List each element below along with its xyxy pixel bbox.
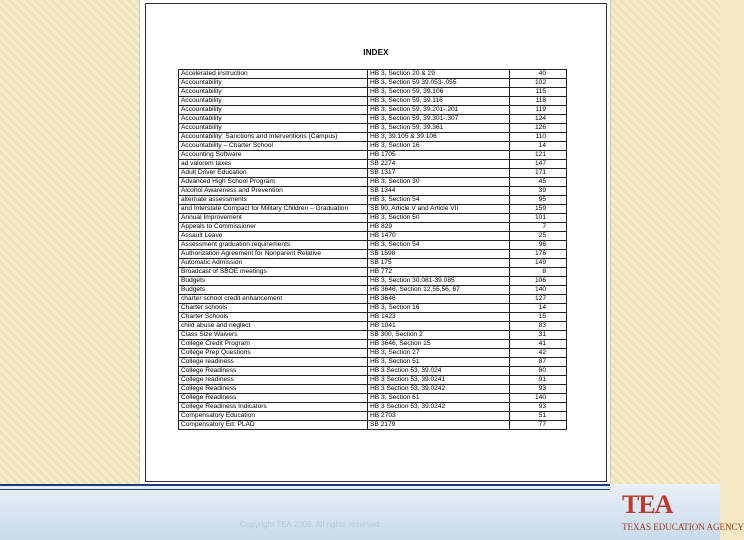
copyright-text: Copyright TEA 2009. All rights reserved. (240, 520, 382, 529)
index-topic-cell: College Readiness (179, 385, 368, 394)
index-source-cell: HB 3, Section 54 (368, 196, 510, 205)
table-row (179, 259, 567, 268)
index-source-cell: HB 3, Section 59 39.053-.055 (368, 79, 510, 88)
index-page-cell: 119 (510, 106, 567, 115)
index-page-cell: 80 (510, 367, 567, 376)
table-row (179, 187, 567, 196)
table-row (179, 250, 567, 259)
index-topic-cell: College Readiness Indicators (179, 403, 368, 412)
index-page-cell: 95 (510, 196, 567, 205)
index-page-cell: 39 (510, 187, 567, 196)
index-topic-cell: Accountability (179, 97, 368, 106)
index-page-cell: 87 (510, 358, 567, 367)
index-source-cell: SB 1344 (368, 187, 510, 196)
index-source-cell: HB 3, Section 59, 39.301-.307 (368, 115, 510, 124)
index-source-cell: HB 3, Section 30 (368, 178, 510, 187)
index-source-cell: HB 3 Section 53, 39.024 (368, 367, 510, 376)
index-source-cell: HB 3646, Section 15 (368, 340, 510, 349)
index-topic-cell: and Interstate Compact for Military Children – Graduation (179, 205, 368, 214)
index-topic-cell: Accelerated instruction (179, 70, 368, 79)
index-page-cell: 51 (510, 412, 567, 421)
index-source-cell: HB 3, Section 59, 39.201-.201 (368, 106, 510, 115)
index-topic-cell: Charter Schools (179, 313, 368, 322)
table-row (179, 79, 567, 88)
table-row (179, 88, 567, 97)
index-topic-cell: Compensatory Ed: PLAD (179, 421, 368, 430)
index-page-cell: 42 (510, 349, 567, 358)
index-page-cell: 14 (510, 142, 567, 151)
index-source-cell: SB 300, Section 2 (368, 331, 510, 340)
index-source-cell: SB 175 (368, 259, 510, 268)
index-topic-cell: Accountability (179, 115, 368, 124)
index-source-cell: HB 3, Section 59, 39.116 (368, 97, 510, 106)
logo-mark: TEA (622, 490, 673, 519)
table-row (179, 376, 567, 385)
table-row (179, 358, 567, 367)
table-row (179, 160, 567, 169)
index-topic-cell: Budgets (179, 286, 368, 295)
index-topic-cell: Assessment graduation requirements (179, 241, 368, 250)
index-source-cell: HB 3, Section 59, 39.106 (368, 88, 510, 97)
document-title: INDEX (363, 48, 389, 57)
index-topic-cell: Advanced High School Program (179, 178, 368, 187)
table-row (179, 196, 567, 205)
table-row (179, 142, 567, 151)
table-row (179, 205, 567, 214)
index-topic-cell: Budgets (179, 277, 368, 286)
index-source-cell: HB 2703 (368, 412, 510, 421)
index-topic-cell: alternate assessments (179, 196, 368, 205)
index-source-cell: HB 3, Section 30.081-39.085 (368, 277, 510, 286)
table-row (179, 304, 567, 313)
table-row (179, 295, 567, 304)
index-source-cell: HB 3, Section 61 (368, 394, 510, 403)
index-page-cell: 176 (510, 250, 567, 259)
index-topic-cell: Adult Driver Education (179, 169, 368, 178)
table-row (179, 331, 567, 340)
index-page-cell: 127 (510, 295, 567, 304)
index-source-cell: HB 3, 39.105 & 39.106 (368, 133, 510, 142)
table-row (179, 178, 567, 187)
index-topic-cell: Broadcast of SBOE meetings (179, 268, 368, 277)
index-source-cell: HB 3, Section 20 & 29 (368, 70, 510, 79)
table-row (179, 169, 567, 178)
index-topic-cell: Accountability (179, 79, 368, 88)
table-row (179, 241, 567, 250)
table-row (179, 151, 567, 160)
table-row (179, 394, 567, 403)
index-page-cell: 149 (510, 259, 567, 268)
table-row (179, 340, 567, 349)
index-topic-cell: Accountability (179, 124, 368, 133)
footer-bar (0, 484, 720, 540)
index-source-cell: SB 2179 (368, 421, 510, 430)
table-row (179, 106, 567, 115)
index-topic-cell: Authorization Agreement for Nonparent Relative (179, 250, 368, 259)
index-page-cell: 91 (510, 376, 567, 385)
index-source-cell: HB 829 (368, 223, 510, 232)
index-topic-cell: Assault Leave (179, 232, 368, 241)
table-row (179, 367, 567, 376)
table-row (179, 313, 567, 322)
index-source-cell: HB 1423 (368, 313, 510, 322)
index-source-cell: HB 3, Section 16 (368, 142, 510, 151)
table-row (179, 214, 567, 223)
index-page-cell: 8 (510, 268, 567, 277)
index-topic-cell: Accountability – Charter School (179, 142, 368, 151)
index-page-cell: 83 (510, 322, 567, 331)
table-row (179, 322, 567, 331)
index-source-cell: HB 3646 (368, 295, 510, 304)
index-topic-cell: College Readiness (179, 394, 368, 403)
index-topic-cell: Accountability: Sanctions and Interventions (Campus) (179, 133, 368, 142)
index-topic-cell: College Credit Program (179, 340, 368, 349)
index-page-cell: 140 (510, 394, 567, 403)
index-page-cell: 40 (510, 70, 567, 79)
index-topic-cell: College readiness (179, 358, 368, 367)
index-page-cell: 14 (510, 304, 567, 313)
index-page-cell: 15 (510, 313, 567, 322)
index-page-cell: 101 (510, 214, 567, 223)
index-source-cell: HB 3, Section 51 (368, 358, 510, 367)
index-page-cell: 41 (510, 340, 567, 349)
footer-rule (0, 484, 610, 486)
index-page-cell: 102 (510, 79, 567, 88)
index-topic-cell: Class Size Waivers (179, 331, 368, 340)
index-source-cell: HB 3, Section 54 (368, 241, 510, 250)
index-page-cell: 118 (510, 97, 567, 106)
index-source-cell: HB 3 Section 53, 39.0241 (368, 376, 510, 385)
index-source-cell: HB 1705 (368, 151, 510, 160)
index-source-cell: SB 2274 (368, 160, 510, 169)
index-page-cell: 45 (510, 178, 567, 187)
index-source-cell: HB 3, Section 27 (368, 349, 510, 358)
index-page-cell: 140 (510, 286, 567, 295)
table-row (179, 349, 567, 358)
index-table-body (179, 70, 567, 430)
table-row (179, 133, 567, 142)
index-topic-cell: Appeals to Commissioner (179, 223, 368, 232)
index-topic-cell: child abuse and neglect (179, 322, 368, 331)
index-source-cell: SB 1317 (368, 169, 510, 178)
index-page-cell: 124 (510, 115, 567, 124)
table-row (179, 232, 567, 241)
index-topic-cell: ad valorem taxes (179, 160, 368, 169)
index-topic-cell: Compensatory Education (179, 412, 368, 421)
index-source-cell: HB 3 Section 53, 39.0242 (368, 385, 510, 394)
footer-rule-thin (0, 489, 610, 490)
index-page-cell: 110 (510, 133, 567, 142)
index-page-cell: 7 (510, 223, 567, 232)
index-page-cell: 93 (510, 403, 567, 412)
table-row (179, 286, 567, 295)
index-source-cell: HB 3, Section 16 (368, 304, 510, 313)
table-row (179, 268, 567, 277)
index-page-cell: 171 (510, 169, 567, 178)
table-row (179, 97, 567, 106)
index-page-cell: 115 (510, 88, 567, 97)
index-page-cell: 96 (510, 241, 567, 250)
index-topic-cell: Charter schools (179, 304, 368, 313)
index-page-cell: 93 (510, 385, 567, 394)
index-page-cell: 25 (510, 232, 567, 241)
index-topic-cell: Accountability (179, 88, 368, 97)
index-source-cell: SB 1598 (368, 250, 510, 259)
index-page-cell: 77 (510, 421, 567, 430)
table-row (179, 277, 567, 286)
index-source-cell: HB 3, Section 50 (368, 214, 510, 223)
document-page (145, 3, 607, 482)
table-row (179, 124, 567, 133)
index-topic-cell: Alcohol Awareness and Prevention (179, 187, 368, 196)
index-page-cell: 31 (510, 331, 567, 340)
index-topic-cell: Automatic Admission (179, 259, 368, 268)
index-topic-cell: College Readiness (179, 367, 368, 376)
index-source-cell: HB 1041 (368, 322, 510, 331)
index-page-cell: 106 (510, 277, 567, 286)
index-table (178, 69, 567, 430)
index-source-cell: HB 3 Section 53, 39.0242 (368, 403, 510, 412)
index-page-cell: 147 (510, 160, 567, 169)
index-source-cell: HB 3646, Section 12,55,56, 67 (368, 286, 510, 295)
table-row (179, 115, 567, 124)
table-row (179, 412, 567, 421)
index-topic-cell: College Prep Questions (179, 349, 368, 358)
index-topic-cell: Accounting Software (179, 151, 368, 160)
table-row (179, 70, 567, 79)
table-row (179, 223, 567, 232)
logo-agency-name: TEXAS EDUCATION AGENCY (622, 522, 744, 532)
index-topic-cell: Annual Improvement (179, 214, 368, 223)
index-topic-cell: charter school credit enhancement (179, 295, 368, 304)
tea-logo (622, 488, 744, 538)
index-source-cell: HB 772 (368, 268, 510, 277)
table-row (179, 421, 567, 430)
index-page-cell: 159 (510, 205, 567, 214)
index-topic-cell: Accountability (179, 106, 368, 115)
index-topic-cell: College readiness (179, 376, 368, 385)
table-row (179, 385, 567, 394)
index-source-cell: HB 1470 (368, 232, 510, 241)
index-page-cell: 121 (510, 151, 567, 160)
index-source-cell: SB 90, Article V and Article VII (368, 205, 510, 214)
index-source-cell: HB 3, Section 59, 39.361 (368, 124, 510, 133)
index-page-cell: 126 (510, 124, 567, 133)
table-row (179, 403, 567, 412)
